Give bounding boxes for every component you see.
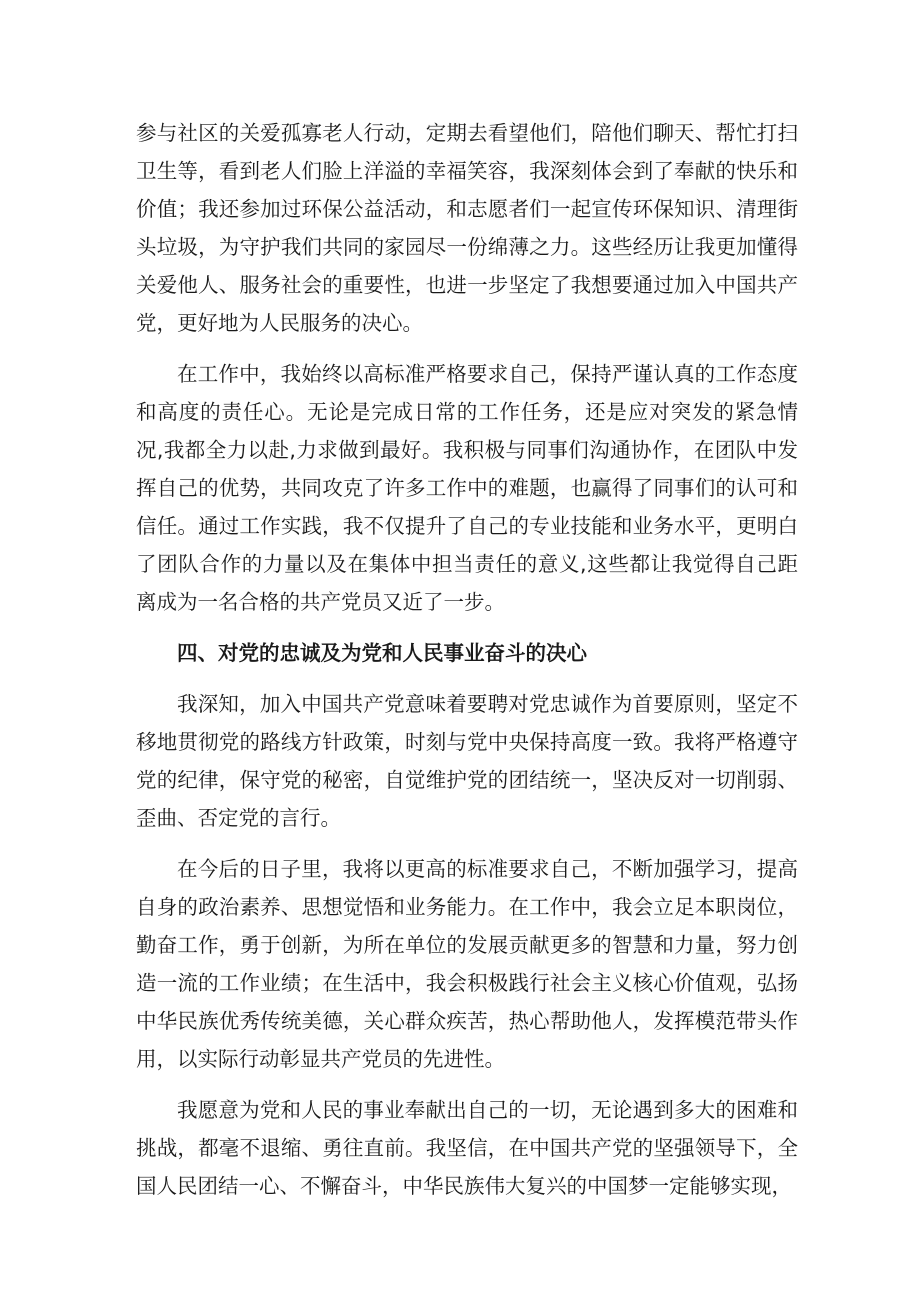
paragraph-work-attitude: 在工作中，我始终以高标准严格要求自己，保持严谨认真的工作态度和高度的责任心。无论是完成日常的工作任务，还是应对突发的紧急情况,我都全力以赴,力求做到最好。我积极与同事们沟通协作，在团队中发挥自己的优势，共同攻克了许多工作中的难题，也赢得了同事们的认可和信任。通过工作实践，我不仅提升了自己的专业技能和业务水平，更明白了团队合作的力量以及在集体中担当责任的意义,这些都让我觉得自己距离成为一名合格的共产党员又近了一步。: [136, 362, 798, 614]
paragraph-dedication: 我愿意为党和人民的事业奉献出自己的一切，无论遇到多大的困难和挑战，都毫不退缩、勇往直前。我坚信，在中国共产党的坚强领导下，全国人民团结一心、不懈奋斗，中华民族伟大复兴的中国梦一定能够实现，: [136, 1098, 798, 1198]
paragraph-future-commitment: 在今后的日子里，我将以更高的标准要求自己，不断加强学习，提高自身的政治素养、思想觉悟和业务能力。在工作中，我会立足本职岗位，勤奋工作，勇于创新，为所在单位的发展贡献更多的智慧和力量，努力创造一流的工作业绩；在生活中，我会积极践行社会主义核心价值观，弘扬中华民族优秀传统美德，关心群众疾苦，热心帮助他人，发挥模范带头作用，以实际行动彰显共产党员的先进性。: [136, 857, 798, 1071]
document-body: [136, 114, 798, 1218]
paragraph-community-service: 参与社区的关爱孤寡老人行动，定期去看望他们，陪他们聊天、帮忙打扫卫生等，看到老人们脸上洋溢的幸福笑容，我深刻体会到了奉献的快乐和价值；我还参加过环保公益活动，和志愿者们一起宣传环保知识、清理街头垃圾，为守护我们共同的家园尽一份绵薄之力。这些经历让我更加懂得关爱他人、服务社会的重要性，也进一步坚定了我想要通过加入中国共产党，更好地为人民服务的决心。: [136, 121, 798, 335]
section-heading-loyalty: 四、对党的忠诚及为党和人民事业奋斗的决心: [177, 641, 587, 665]
paragraph-party-loyalty: 我深知，加入中国共产党意味着要聘对党忠诚作为首要原则，坚定不移地贯彻党的路线方针政策，时刻与党中央保持高度一致。我将严格遵守党的纪律，保守党的秘密，自觉维护党的团结统一，坚决反对一切削弱、歪曲、否定党的言行。: [136, 692, 798, 830]
